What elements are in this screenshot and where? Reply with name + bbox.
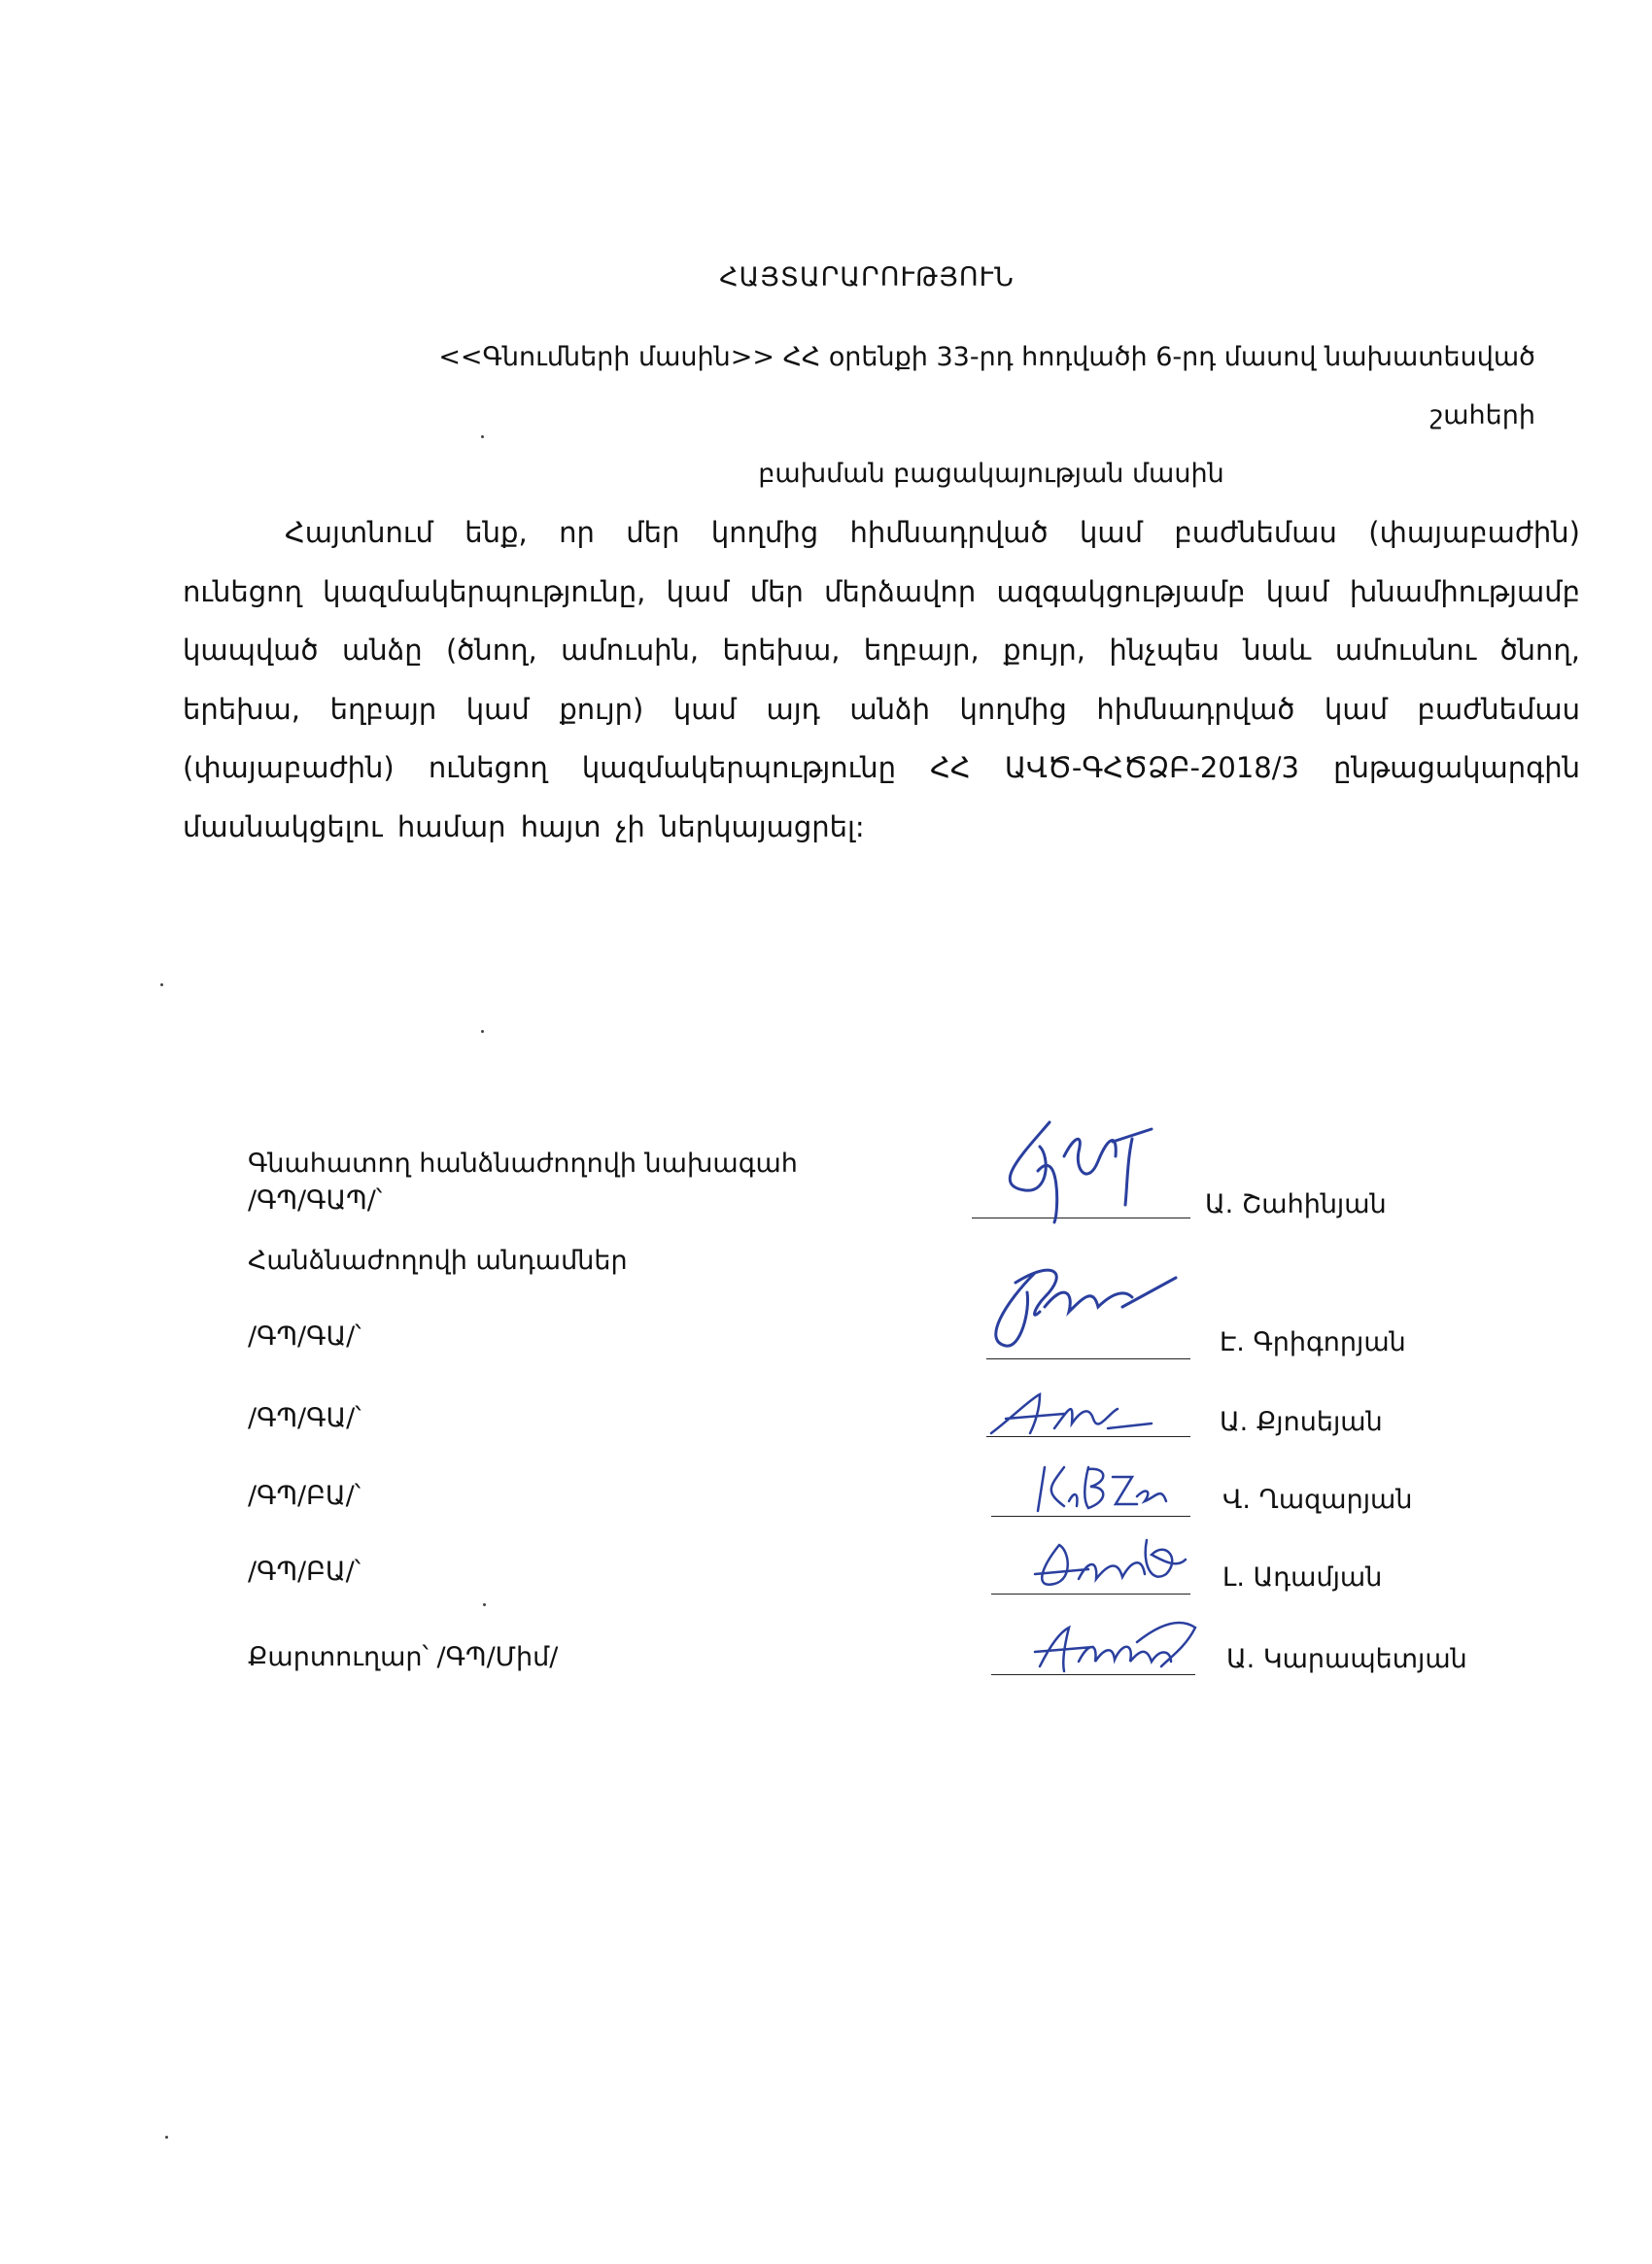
- chair-role-line-2: /ԳՊ/ԳԱՊ/՝: [248, 1185, 383, 1216]
- subtitle-line-1: <<Գնումների մասին>> ՀՀ օրենքի 33-րդ հոդվածի 6-րդ մասով նախատեսված շահերի: [438, 342, 1535, 430]
- member-4-signature: [1030, 1530, 1205, 1598]
- member-4-name: Լ. Ադամյան: [1222, 1562, 1383, 1593]
- member-1-name: Է. Գրիգորյան: [1220, 1327, 1406, 1357]
- declaration-body: Հայտնում ենք, որ մեր կողմից հիմնադրված կամ բաժնեմաս (փայաբաժին) ունեցող կազմակերպությունը, կամ մեր մերձավոր ազգակցությամբ կամ խնամիությամբ կապված անձը (ծնող, ամուսին, երեխա, եղբայր, քույր, ինչպես նաև ամուսնու ծնող, երեխա, եղբայր կամ քույր) կամ այդ անձի կողմից հիմնադրված կամ բաժնեմաս (փայաբաժին) ունեցող կազմակերպությունը ՀՀ ԱՎԾ-ԳՀԾՁԲ-2018/3 ընթացակարգին մասնակցելու համար հայտ չի ներկայացրել:: [183, 516, 1580, 843]
- member-4-role: /ԳՊ/ԲԱ/՝: [248, 1557, 361, 1587]
- member-3-name: Վ. Ղազարյան: [1222, 1485, 1413, 1515]
- member-2-name: Ա. Քյոսեյան: [1220, 1407, 1383, 1437]
- member-3-signature: [1030, 1458, 1195, 1516]
- member-1-signature: [977, 1253, 1210, 1365]
- scan-speck: [483, 1603, 486, 1606]
- document-title: ՀԱՅՏԱՐԱՐՈՒԹՅՈՒՆ: [719, 262, 1015, 292]
- secretary-role: Քարտուղար՝ /ԳՊ/Միմ/: [248, 1642, 559, 1672]
- member-3-signature-line: [991, 1516, 1190, 1517]
- members-heading: Հանձնաժողովի անդամներ: [248, 1246, 628, 1276]
- member-1-role: /ԳՊ/ԳԱ/՝: [248, 1321, 361, 1352]
- secretary-name: Ա. Կարապետյան: [1226, 1644, 1467, 1674]
- member-2-signature: [986, 1385, 1181, 1443]
- chair-role-line-1: Գնահատող հանձնաժողովի նախագահ: [248, 1149, 798, 1179]
- secretary-signature: [1025, 1613, 1220, 1686]
- member-3-role: /ԳՊ/ԲԱ/՝: [248, 1481, 361, 1511]
- scan-speck: [481, 435, 484, 438]
- scan-speck: [160, 983, 163, 986]
- scan-speck: [165, 2136, 168, 2139]
- chair-name: Ա. Շահինյան: [1205, 1189, 1387, 1219]
- member-2-role: /ԳՊ/ԳԱ/՝: [248, 1403, 361, 1433]
- scan-speck: [481, 1030, 484, 1033]
- subtitle-line-2: բախման բացակայության մասին: [758, 459, 1224, 489]
